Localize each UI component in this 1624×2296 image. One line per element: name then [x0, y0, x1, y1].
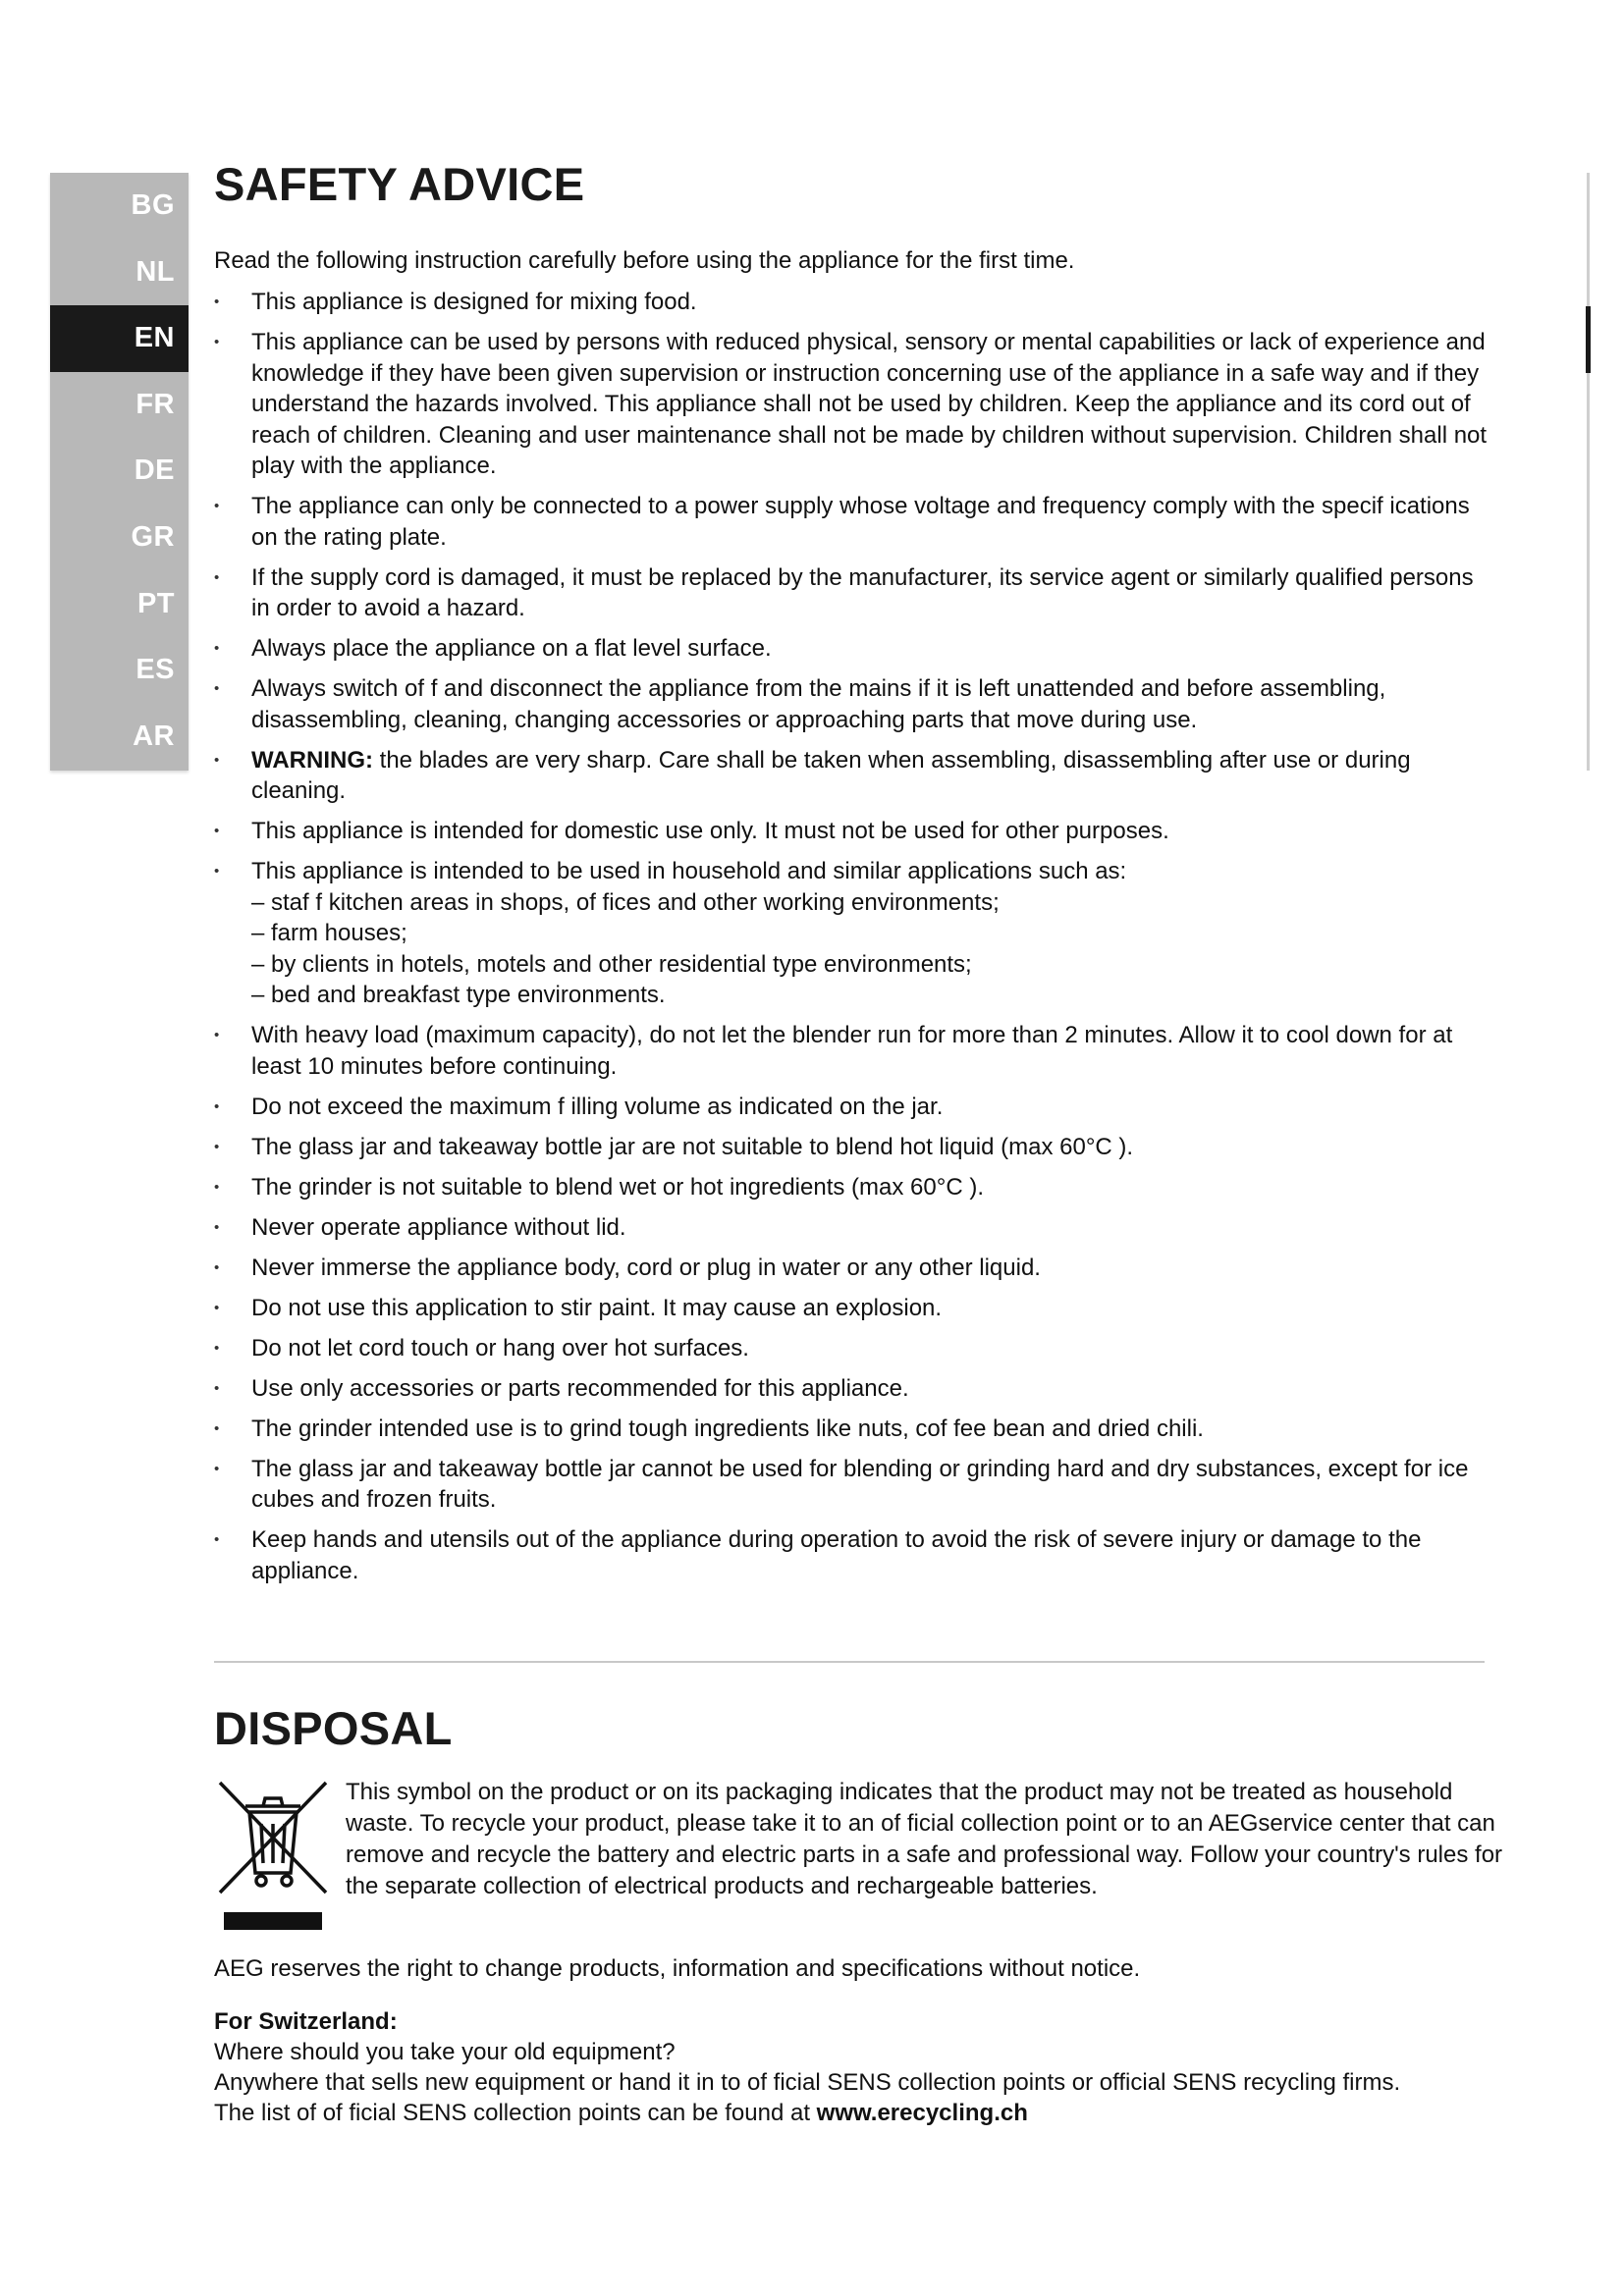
section-divider [214, 1661, 1485, 1663]
list-item: • The glass jar and takeaway bottle jar are not suitable to blend hot liquid (max 60°C ). [214, 1132, 1490, 1163]
list-item: • This appliance is intended for domestic use only. It must not be used for other purposes. [214, 816, 1490, 847]
switzerland-answer: Anywhere that sells new equipment or hand it in to of ficial SENS collection points or official SENS recycling firms. [214, 2069, 1401, 2096]
disposal-section [214, 1701, 1530, 2128]
list-item: • With heavy load (maximum capacity), do not let the blender run for more than 2 minutes. Allow it to cool down for at least 10 minutes before continuing. [214, 1020, 1490, 1082]
warning-text: the blades are very sharp. Care shall be taken when assembling, disassembling after use or during cleaning. [251, 746, 1411, 804]
lang-tab-fr[interactable]: FR [135, 388, 175, 420]
list-item: • The glass jar and takeaway bottle jar cannot be used for blending or grinding hard and dry substances, except for ice cubes and frozen fruits. [214, 1454, 1490, 1516]
list-item: • Keep hands and utensils out of the appliance during operation to avoid the risk of severe injury or damage to the appliance. [214, 1524, 1490, 1586]
lang-tab-es[interactable]: ES [135, 654, 175, 686]
disposal-text: This symbol on the product or on its packaging indicates that the product may not be treated as household waste. To recycle your product, please take it to an of ficial collection point or to an AEGservice center that can remove and recycle the battery and electric parts in a safe and professional way. Follow your country's rules for the separate collection of electrical products and rechargeable batteries. [346, 1779, 1503, 1899]
list-item: • Do not exceed the maximum f illing volume as indicated on the jar. [214, 1092, 1490, 1123]
crossed-out-bin-icon [214, 1777, 332, 1932]
switzerland-list-line [214, 2098, 1530, 2128]
list-item: • This appliance is designed for mixing food. [214, 287, 1490, 318]
household-sub-item: – bed and breakfast type environments. [251, 982, 666, 1008]
safety-section [214, 157, 1490, 1596]
switzerland-heading: For Switzerland: [214, 2008, 398, 2035]
list-item: • Use only accessories or parts recommended for this appliance. [214, 1373, 1490, 1405]
safety-list [214, 287, 1490, 1586]
safety-title: SAFETY ADVICE [214, 158, 585, 210]
list-item-warning [214, 745, 1490, 807]
household-text: • This appliance is intended to be used in household and similar applications such as: [251, 858, 1127, 884]
aeg-notice: AEG reserves the right to change products, information and specifications without notice. [214, 1955, 1141, 1982]
list-item: • The grinder intended use is to grind tough ingredients like nuts, cof fee bean and dried chili. [214, 1414, 1490, 1445]
list-item: • Do not use this application to stir paint. It may cause an explosion. [214, 1293, 1490, 1324]
list-item: • Never operate appliance without lid. [214, 1212, 1490, 1244]
list-item: • This appliance can be used by persons with reduced physical, sensory or mental capabilities or lack of experience and knowledge if they have been given supervision or instruction concerning use of the appliance in a safe way and if they understand the hazards involved. This appliance shall not be used by children. Keep the appliance and its cord out of reach of children. Cleaning and user maintenance shall not be made by children without supervision. Children shall not play with the appliance. [214, 327, 1490, 482]
disposal-row [214, 1777, 1530, 1932]
lang-tab-en[interactable]: EN [50, 305, 189, 372]
list-item: • If the supply cord is damaged, it must be replaced by the manufacturer, its service agent or similarly qualified persons in order to avoid a hazard. [214, 562, 1490, 624]
lang-tab-gr[interactable]: GR [131, 520, 175, 553]
erecycling-link[interactable]: www.erecycling.ch [816, 2100, 1028, 2126]
household-sub-item: – farm houses; [251, 920, 407, 946]
page-edge-marker [1586, 306, 1591, 373]
switzerland-question: Where should you take your old equipment? [214, 2039, 676, 2065]
safety-intro: Read the following instruction carefully before using the appliance for the first time. [214, 247, 1075, 274]
household-sub-item: – by clients in hotels, motels and other residential type environments; [251, 950, 972, 978]
disposal-title: DISPOSAL [214, 1702, 453, 1754]
list-item-household [214, 856, 1490, 1011]
household-sub-item: – staf f kitchen areas in shops, of fices and other working environments; [251, 888, 1000, 916]
list-item: • Never immerse the appliance body, cord or plug in water or any other liquid. [214, 1253, 1490, 1284]
switzerland-list-text: The list of of ficial SENS collection points can be found at [214, 2100, 817, 2126]
list-item: • The grinder is not suitable to blend wet or hot ingredients (max 60°C ). [214, 1172, 1490, 1203]
lang-tab-nl[interactable]: NL [135, 255, 175, 288]
lang-tab-ar[interactable]: AR [133, 720, 175, 752]
list-item: • Always switch of f and disconnect the appliance from the mains if it is left unattended and before assembling, disassembling, cleaning, changing accessories or approaching parts that move during use. [214, 673, 1490, 735]
lang-tab-de[interactable]: DE [134, 454, 175, 487]
page-edge-rule [1587, 173, 1590, 771]
list-item: • The appliance can only be connected to a power supply whose voltage and frequency comply with the specif ications on the rating plate. [214, 491, 1490, 553]
switzerland-info [214, 2006, 1530, 2128]
lang-tab-pt[interactable]: PT [136, 587, 175, 619]
language-tabs [50, 173, 189, 771]
list-item: • Always place the appliance on a flat level surface. [214, 633, 1490, 665]
list-item: • Do not let cord touch or hang over hot surfaces. [214, 1333, 1490, 1364]
lang-tab-bg[interactable]: BG [131, 189, 175, 221]
warning-label: WARNING: [251, 746, 373, 774]
